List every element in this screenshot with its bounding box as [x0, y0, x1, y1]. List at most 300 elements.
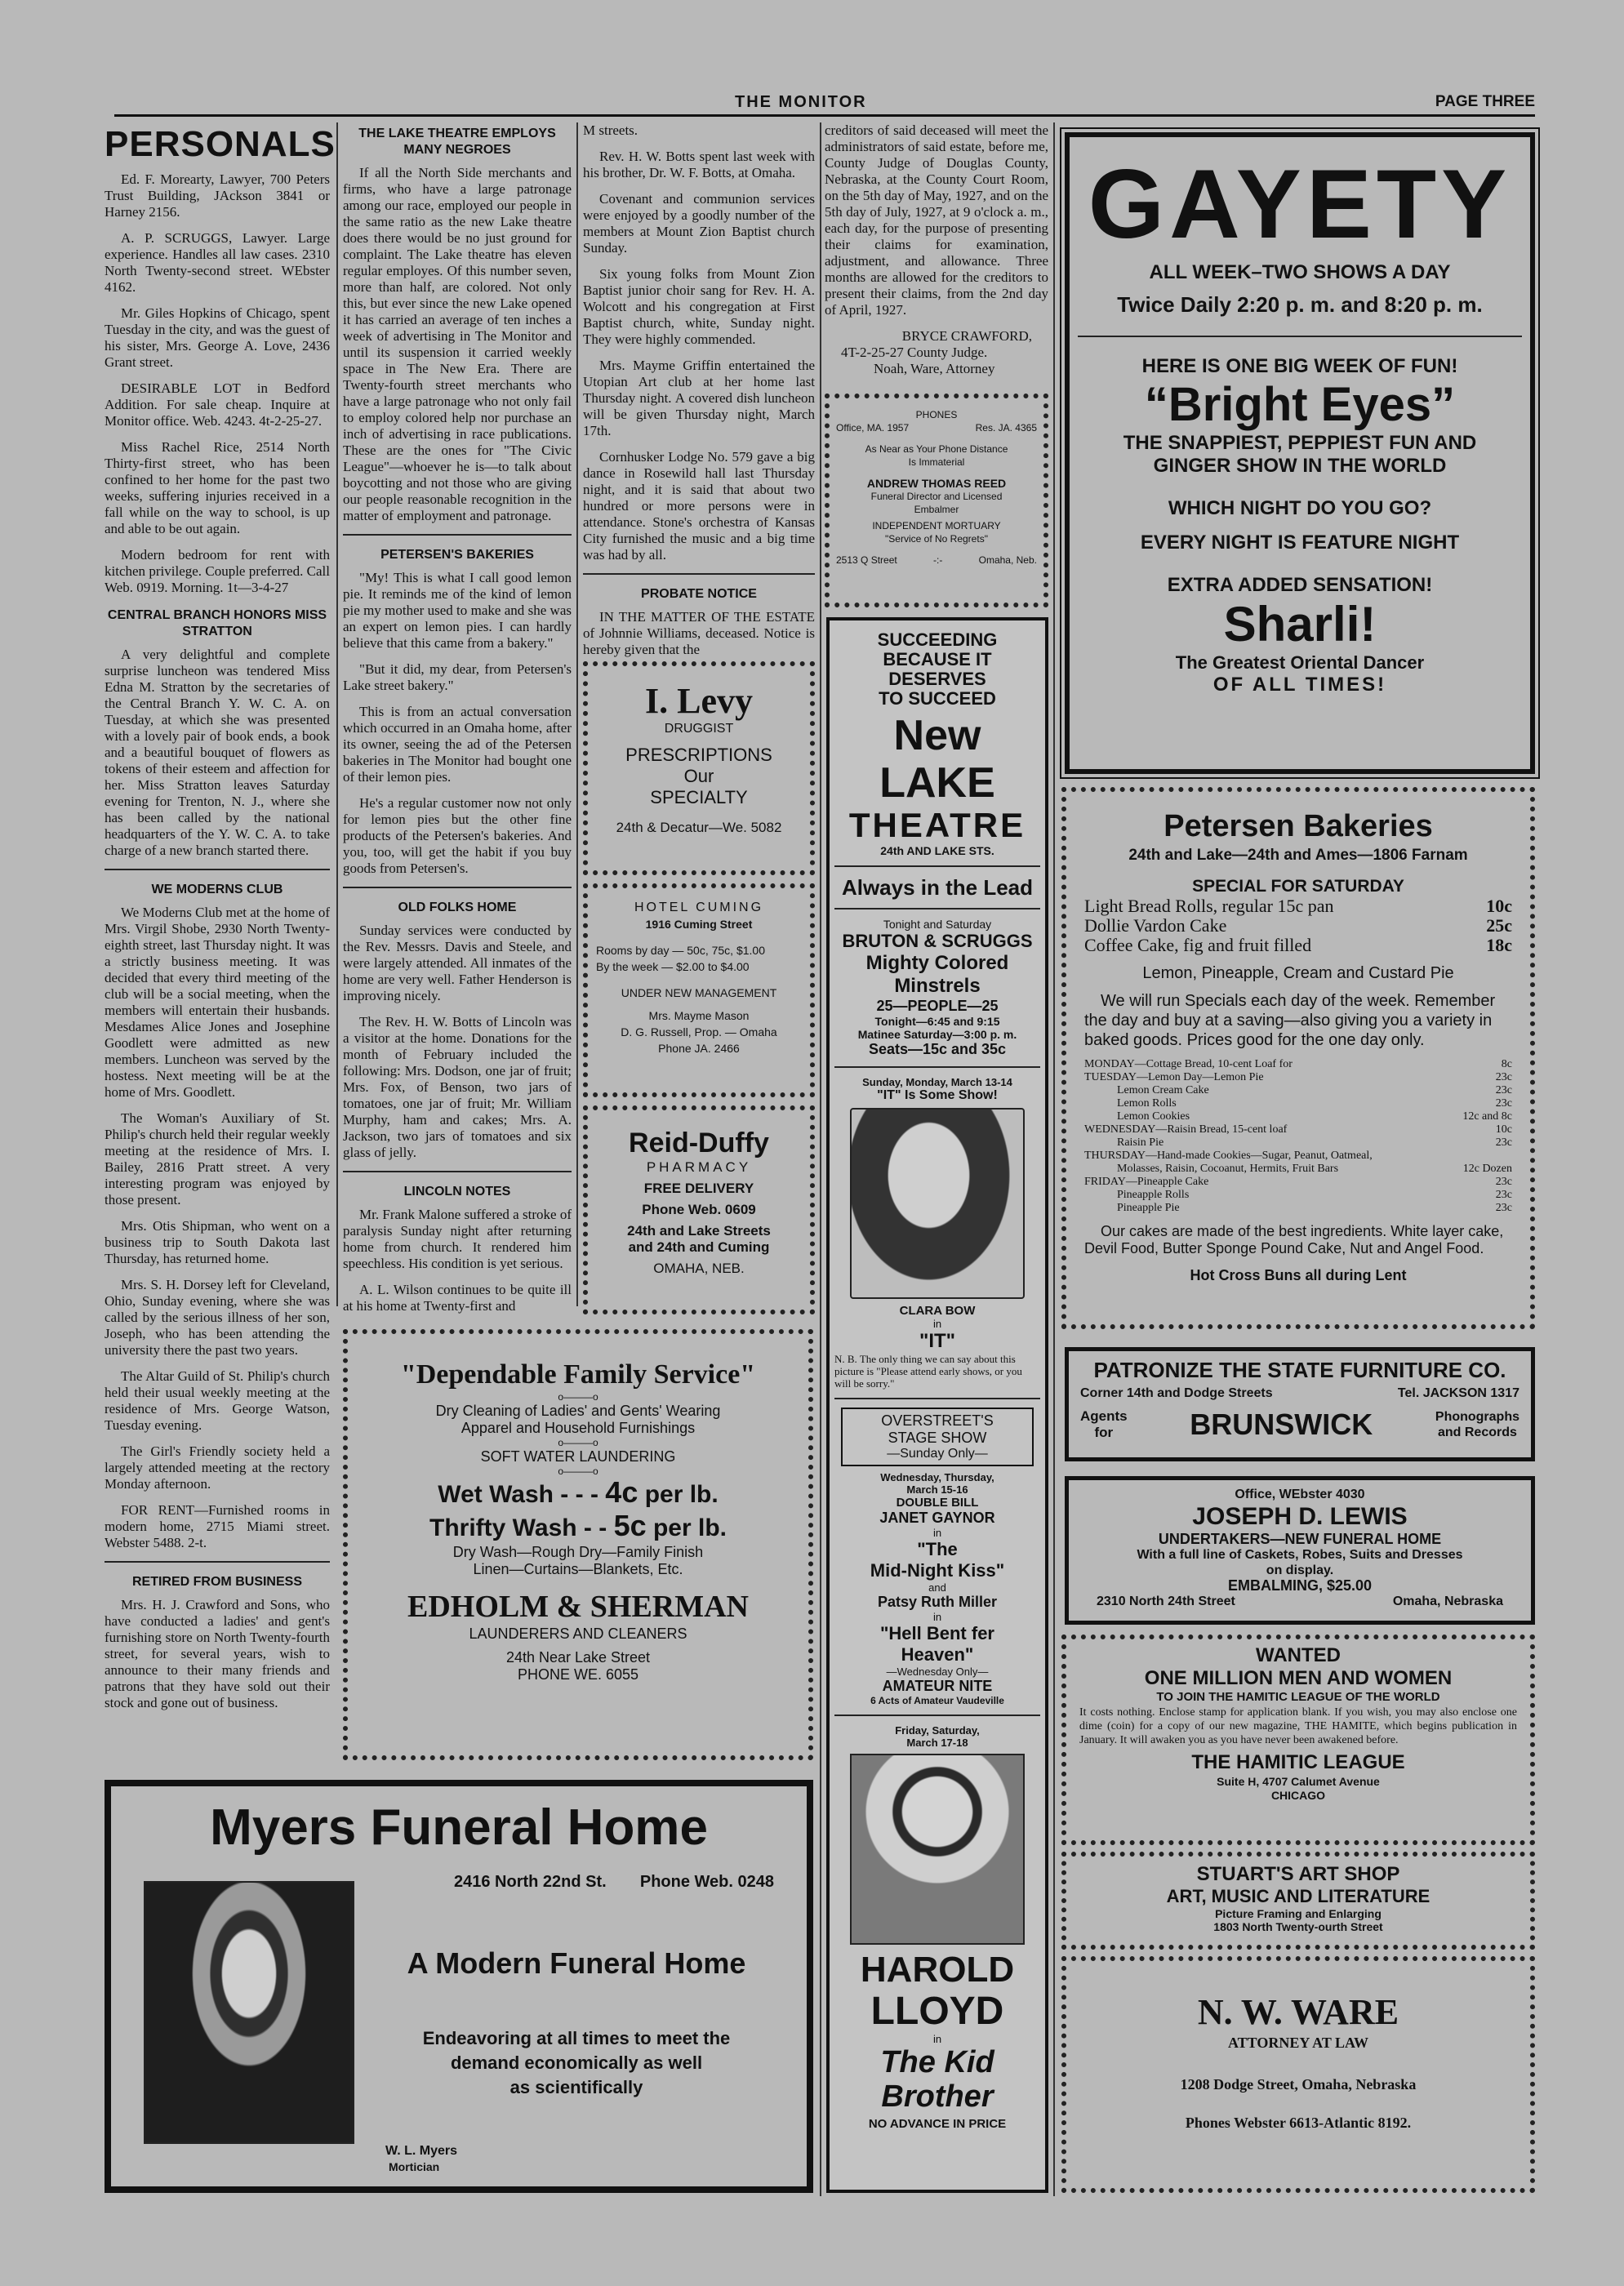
- day-price: 12c Dozen: [1462, 1163, 1512, 1175]
- article-body: This is from an actual conversation which occurred in an Omaha home, after its owner, seeing the ad of the Petersen bakeries in The Monitor had bought one of their lemon pies.: [343, 704, 572, 785]
- lewis-line: With a full line of Caskets, Robes, Suits and Dresses: [1137, 1548, 1463, 1562]
- reed-note: Is Immaterial: [908, 456, 965, 468]
- gayety-star: Sharli!: [1223, 597, 1377, 652]
- reed-mortuary-ad: [825, 394, 1048, 607]
- day-special: [1084, 1189, 1512, 1202]
- levy-name: I. Levy: [645, 681, 753, 721]
- article-body: creditors of said deceased will meet the administrators of said estate, before me, County Judge of Douglas County, Nebraska, at the County Court Room, on the 5th day of May, 1927, and on the 5th day of July, 1927, at 9 o'clock a. m., each day, for the purpose of presenting their claims for examination, adjustment, and allowance. Three months are allowed for the creditors to present their claims, from the 2nd day of April, 1927.: [825, 122, 1048, 318]
- reid-duffy-line: 24th and Lake Streets: [627, 1223, 771, 1239]
- reid-duffy-line: Phone Web. 0609: [642, 1202, 756, 1217]
- lake-wed: 6 Acts of Amateur Vaudeville: [870, 1695, 1004, 1706]
- lake-overstreet: —Sunday Only—: [887, 1447, 988, 1461]
- reed-res-phone: Res. JA. 4365: [975, 422, 1037, 434]
- personal-item: The Girl's Friendly society held a largely attended meeting at the rectory Monday afternoon.: [105, 1443, 330, 1492]
- reed-address: [836, 554, 1037, 567]
- gayety-line: HERE IS ONE BIG WEEK OF FUN!: [1141, 355, 1458, 377]
- lake-lloyd: LLOYD: [870, 1990, 1004, 2033]
- petersen-special: SPECIAL FOR SATURDAY: [1192, 877, 1404, 896]
- ware-attorney-ad: [1061, 1956, 1535, 2193]
- myers-line: as scientifically: [509, 2077, 643, 2097]
- gayety-line: THE SNAPPIEST, PEPPIEST FUN AND: [1123, 432, 1477, 454]
- gayety-line: The Greatest Oriental Dancer: [1175, 652, 1425, 673]
- masthead: [114, 91, 1535, 116]
- furniture-agents: [1080, 1408, 1128, 1441]
- day-special: [1084, 1123, 1512, 1136]
- article-body: Six young folks from Mount Zion Baptist junior choir sang for Rev. H. A. Wolcott and his congregation at First Baptist church, white, Sunday night. They were highly commended.: [583, 266, 815, 347]
- hamitic-city: CHICAGO: [1270, 1789, 1326, 1802]
- myers-address: 2416 North 22nd St.: [454, 1873, 607, 1891]
- masthead-rule: [114, 114, 1535, 117]
- hamitic-address: Suite H, 4707 Calumet Avenue: [1217, 1775, 1380, 1788]
- edholm-thrifty-wash: [359, 1510, 797, 1544]
- item-name: Light Bread Rolls, regular 15c pan: [1084, 896, 1334, 916]
- lake-wed: March 15-16: [906, 1483, 968, 1496]
- day-special: [1084, 1071, 1512, 1084]
- lewis-address: [1080, 1594, 1519, 1609]
- ware-name: N. W. WARE: [1197, 1992, 1399, 2032]
- gayety-show: “Bright Eyes”: [1144, 378, 1456, 431]
- edholm-sub: LAUNDERERS AND CLEANERS: [469, 1626, 687, 1642]
- day-item: Lemon Cream Cake: [1117, 1084, 1209, 1096]
- lewis-line: UNDERTAKERS—NEW FUNERAL HOME: [1158, 1531, 1442, 1547]
- furniture-products: [1435, 1409, 1519, 1440]
- article-body: He's a regular customer now not only for lemon pies but the other fine products of the Petersen's bakeries. And you, too, will get the habit if you buy goods from Petersen's.: [343, 795, 572, 876]
- lake-tagline: DESERVES: [888, 669, 986, 689]
- furniture-contact: [1080, 1386, 1519, 1401]
- divider: [343, 534, 572, 536]
- gayety-name: GAYETY: [1088, 149, 1512, 259]
- myers-phone: Phone Web. 0248: [639, 1873, 774, 1891]
- lake-show: Tonight and Saturday: [883, 918, 992, 931]
- article-body: Mrs. Mayme Griffin entertained the Utopian Art club at her home last Thursday night. A covered dish luncheon will be given Thursday night, March 17th.: [583, 358, 815, 438]
- day-price: 23c: [1495, 1176, 1512, 1188]
- levy-line: DRUGGIST: [664, 722, 734, 736]
- day-special: [1084, 1058, 1512, 1071]
- edholm-name: EDHOLM & SHERMAN: [407, 1590, 749, 1624]
- gayety-line: WHICH NIGHT DO YOU GO?: [1168, 497, 1432, 519]
- records-label: and Records: [1437, 1425, 1517, 1439]
- levy-address: 24th & Decatur—We. 5082: [616, 820, 782, 835]
- lake-film-date: Sunday, Monday, March 13-14: [862, 1076, 1012, 1088]
- day-price: 23c: [1495, 1084, 1512, 1096]
- article-body: A. L. Wilson continues to be quite ill at his home at Twenty-first and: [343, 1282, 572, 1314]
- edholm-phone: PHONE WE. 6055: [517, 1666, 639, 1683]
- article-body: The Rev. H. W. Botts of Lincoln was a visitor at the home. Donations for the month of February included the following: Mrs. Dodson, one jar of fruit; Mrs. Fox, of Benson, two jars of tomatoes, one jar of fruit; Mr. William Murphy, ham and cakes; Mrs. A. Jackson, two jars of tomatoes and six glass of jelly.: [343, 1014, 572, 1160]
- ware-address: 1208 Dodge Street, Omaha, Nebraska: [1180, 2076, 1417, 2093]
- lake-show: Matinee Saturday—3:00 p. m.: [857, 1028, 1017, 1041]
- lake-lloyd: Brother: [881, 2079, 994, 2114]
- edholm-per: per lb.: [644, 1481, 719, 1508]
- day-item: Pineapple Rolls: [1117, 1189, 1190, 1201]
- reed-line: Funeral Director and Licensed: [870, 491, 1003, 502]
- item-name: Dollie Vardon Cake: [1084, 915, 1227, 936]
- reid-duffy-line: FREE DELIVERY: [643, 1181, 754, 1196]
- column-rule: [820, 122, 821, 2196]
- reed-sep: -:-: [933, 554, 943, 566]
- harold-lloyd-illustration: [850, 1754, 1025, 1945]
- reid-duffy-line: OMAHA, NEB.: [653, 1261, 745, 1276]
- personal-item: Ed. F. Morearty, Lawyer, 700 Peters Trust Building, JAckson 3841 or Harney 2156.: [105, 171, 330, 220]
- news-column-4: [825, 122, 1048, 377]
- ware-phones: Phones Webster 6613-Atlantic 8192.: [1185, 2115, 1412, 2131]
- lake-fri: March 17-18: [906, 1737, 968, 1749]
- lake-show: BRUTON & SCRUGGS: [842, 931, 1033, 951]
- lake-lloyd: in: [932, 2033, 942, 2045]
- divider: [834, 1066, 1040, 1068]
- reed-line: Embalmer: [914, 504, 959, 515]
- for-label: for: [1094, 1425, 1114, 1440]
- article-heading: LINCOLN NOTES: [403, 1185, 511, 1199]
- page-number: PAGE THREE: [1435, 93, 1535, 110]
- day-special: [1084, 1176, 1512, 1189]
- furniture-brand-row: [1080, 1408, 1519, 1442]
- day-price: 8c: [1501, 1058, 1512, 1070]
- hotel-address: 1916 Cuming Street: [645, 918, 753, 931]
- lake-wed: Wednesday, Thursday,: [880, 1471, 994, 1483]
- myers-signature: W. L. Myers: [385, 2144, 458, 2158]
- petersen-ad: [1061, 787, 1535, 1329]
- lake-show: 25—PEOPLE—25: [876, 998, 999, 1014]
- divider: [834, 1398, 1040, 1399]
- levy-line: Our: [683, 766, 714, 786]
- hamitic-wanted: WANTED: [1256, 1644, 1341, 1666]
- lewis-city: Omaha, Nebraska: [1392, 1594, 1503, 1608]
- article-body: Rev. H. W. Botts spent last week with his brother, Dr. W. F. Botts, at Omaha.: [583, 149, 815, 180]
- news-column-3: [583, 122, 815, 668]
- day-special: [1084, 1097, 1512, 1110]
- day-special: [1084, 1150, 1512, 1163]
- petersen-promo: We will run Specials each day of the week. Remember the day and buy at a saving—also giving you a variety in baked goods. Prices good for the one day only.: [1084, 992, 1496, 1049]
- lewis-office: Office, WEbster 4030: [1235, 1488, 1365, 1501]
- article-body: "My! This is what I call good lemon pie. It reminds me of the kind of lemon pie my mother used to make and she was an expert on lemon pies. I can hardly believe that this came from a bakery.": [343, 570, 572, 651]
- day-price: 23c: [1495, 1071, 1512, 1083]
- hotel-cuming-ad: [583, 883, 815, 1097]
- divider: [343, 1171, 572, 1172]
- item-name: Coffee Cake, fig and fruit filled: [1084, 935, 1312, 955]
- hotel-rate: Rooms by day — 50c, 75c, $1.00: [596, 944, 765, 957]
- day-special: [1084, 1110, 1512, 1123]
- lewis-line: EMBALMING, $25.00: [1227, 1577, 1373, 1594]
- reed-street: 2513 Q Street: [836, 554, 897, 566]
- column-rule: [1053, 122, 1055, 2196]
- day-special: [1084, 1163, 1512, 1176]
- edholm-address: 24th Near Lake Street: [505, 1649, 651, 1666]
- personal-item: Modern bedroom for rent with kitchen privilege. Couple preferred. Call Web. 0919. Morning. 1t—3-4-27: [105, 547, 330, 595]
- hamitic-name: THE HAMITIC LEAGUE: [1191, 1751, 1405, 1773]
- personals-title: PERSONALS: [105, 124, 336, 164]
- lake-wed: Heaven": [901, 1644, 974, 1665]
- day-item: TUESDAY—Lemon Day—Lemon Pie: [1084, 1071, 1264, 1083]
- edholm-sherman-ad: [343, 1329, 813, 1760]
- stuart-art-shop-ad: [1061, 1852, 1535, 1950]
- lake-show: Minstrels: [894, 975, 981, 997]
- article-heading: PROBATE NOTICE: [641, 587, 757, 601]
- myers-tag: A Modern Funeral Home: [407, 1946, 746, 1980]
- lake-wed: in: [932, 1611, 942, 1623]
- myers-funeral-ad: [105, 1780, 813, 2193]
- reid-duffy-line: and 24th and Cuming: [628, 1239, 770, 1255]
- day-special: [1084, 1084, 1512, 1097]
- lake-wed: —Wednesday Only—: [886, 1666, 989, 1678]
- furniture-brand: BRUNSWICK: [1190, 1408, 1373, 1441]
- article-body: M streets.: [583, 122, 638, 138]
- day-price: 23c: [1495, 1097, 1512, 1110]
- lewis-name: JOSEPH D. LEWIS: [1192, 1503, 1408, 1530]
- stuart-line: Picture Framing and Enlarging: [1215, 1907, 1382, 1920]
- lake-wed: "Hell Bent fer: [879, 1623, 994, 1643]
- edholm-line: Apparel and Household Furnishings: [461, 1420, 696, 1436]
- myers-portrait: [144, 1881, 354, 2144]
- article-body: Mrs. H. J. Crawford and Sons, who have conducted a ladies' and gent's furnishing store on North Twenty-fourth street, for several years, wish to announce to their many friends and patrons that they have sold out their stock and gone out of business.: [105, 1597, 330, 1710]
- levy-ad: [583, 661, 815, 875]
- personal-item: DESIRABLE LOT in Bedford Addition. For sale cheap. Inquire at Monitor office. Web. 4243. 4t-2-25-27.: [105, 380, 330, 429]
- lake-film-in: in: [932, 1318, 942, 1330]
- stuart-line: ART, MUSIC AND LITERATURE: [1166, 1886, 1430, 1906]
- lake-overstreet: STAGE SHOW: [888, 1430, 987, 1446]
- day-special: [1084, 1202, 1512, 1215]
- petersen-item: [1084, 936, 1512, 955]
- gayety-line: OF ALL TIMES!: [1212, 674, 1387, 696]
- ware-title: ATTORNEY AT LAW: [1227, 2035, 1369, 2051]
- hamitic-line: TO JOIN THE HAMITIC LEAGUE OF THE WORLD: [1156, 1690, 1440, 1704]
- myers-line: demand economically as well: [450, 2053, 703, 2073]
- divider: [834, 865, 1040, 867]
- edholm-ornament: o———o: [558, 1465, 598, 1477]
- petersen-item: [1084, 896, 1512, 916]
- lake-address: 24th AND LAKE STS.: [880, 844, 994, 857]
- reed-line: "Service of No Regrets": [885, 533, 988, 545]
- article-body: A very delightful and complete surprise luncheon was tendered Miss Edna M. Stratton by the secretaries of the Central Branch Y. W. C. A. on Tuesday, at which she was presented with a lovely pair of book ends, a book and a beautiful bouquet of flowers as tokens of their esteem and affection for her. Miss Stratton leaves Saturday evening for Trenton, N. J., where she has been called by the national headquarters of the Y. W. C. A. to take charge of a new branch started there.: [105, 647, 330, 858]
- signature: 4T-2-25-27 County Judge.: [841, 345, 988, 360]
- edholm-wet-label: Wet Wash - - -: [438, 1481, 598, 1508]
- levy-line: SPECIALTY: [650, 787, 748, 807]
- overstreet-box: [841, 1408, 1034, 1466]
- signature: BRYCE CRAWFORD,: [901, 328, 1032, 344]
- reid-duffy-name: Reid-Duffy: [629, 1127, 769, 1159]
- levy-line: PRESCRIPTIONS: [625, 745, 772, 765]
- item-price: 25c: [1486, 915, 1512, 936]
- edholm-thrifty-label: Thrifty Wash - -: [429, 1514, 607, 1541]
- petersen-item: [1084, 916, 1512, 936]
- article-body: Covenant and communion services were enjoyed by a goodly number of the members at Mount Zion Baptist church Sunday.: [583, 191, 815, 256]
- petersen-pies: Lemon, Pineapple, Cream and Custard Pie: [1142, 964, 1454, 982]
- reed-name: ANDREW THOMAS REED: [866, 477, 1007, 490]
- lake-theatre-name: THEATRE: [848, 806, 1026, 844]
- stuart-address: 1803 North Twenty-ourth Street: [1213, 1920, 1383, 1933]
- day-price: 23c: [1495, 1202, 1512, 1214]
- lake-film-note: N. B. The only thing we can say about this picture is "Please attend early shows, or you will be sorry.": [834, 1353, 1022, 1390]
- reid-duffy-line: PHARMACY: [646, 1159, 752, 1175]
- lake-tagline: TO SUCCEED: [879, 688, 996, 709]
- edholm-ornament: o———o: [558, 1391, 598, 1403]
- edholm-line: Linen—Curtains—Blankets, Etc.: [473, 1561, 683, 1577]
- petersen-locations: 24th and Lake—24th and Ames—1806 Farnam: [1128, 847, 1468, 864]
- stuart-name: STUART'S ART SHOP: [1196, 1863, 1400, 1885]
- day-item: FRIDAY—Pineapple Cake: [1084, 1176, 1209, 1188]
- lake-show: Seats—15c and 35c: [868, 1041, 1007, 1057]
- agents-label: Agents: [1080, 1408, 1128, 1424]
- column-rule: [336, 122, 338, 1306]
- article-heading: OLD FOLKS HOME: [398, 901, 517, 914]
- article-heading: THE LAKE THEATRE EMPLOYS MANY NEGROES: [358, 127, 556, 157]
- lake-wed: and: [928, 1581, 946, 1594]
- personal-item: Mr. Giles Hopkins of Chicago, spent Tuesday in the city, and was the guest of his sister, Mrs. George A. Love, 2436 Grant street.: [105, 305, 330, 370]
- hamitic-line: ONE MILLION MEN AND WOMEN: [1144, 1667, 1453, 1689]
- furniture-headline: PATRONIZE THE STATE FURNITURE CO.: [1093, 1358, 1506, 1382]
- day-item: THURSDAY—Hand-made Cookies—Sugar, Peanut, Oatmeal,: [1084, 1150, 1373, 1162]
- day-item: Lemon Rolls: [1117, 1097, 1177, 1110]
- day-special: [1084, 1136, 1512, 1150]
- edholm-line: Dry Wash—Rough Dry—Family Finish: [452, 1544, 704, 1560]
- petersen-name: Petersen Bakeries: [1163, 809, 1433, 843]
- lake-film-tag: "IT" Is Some Show!: [877, 1088, 998, 1102]
- edholm-line: SOFT WATER LAUNDERING: [480, 1448, 676, 1465]
- lake-tagline: SUCCEEDING: [877, 629, 998, 650]
- edholm-thrifty-price: 5c: [613, 1509, 647, 1542]
- signature: Noah, Ware, Attorney: [874, 361, 995, 376]
- divider: [105, 1561, 330, 1563]
- gayety-line: EXTRA ADDED SENSATION!: [1167, 574, 1433, 596]
- reed-note: As Near as Your Phone Distance: [865, 443, 1008, 455]
- article-body: Cornhusker Lodge No. 579 gave a big dance in Rosewild hall last Thursday night, and it is said that about two hundred or more persons were in attendance. Stone's orchestra of Kansas City furnished the music and a big time was had by all.: [583, 449, 815, 563]
- column-rule: [576, 122, 578, 1306]
- divider: [583, 573, 815, 575]
- divider: [1078, 336, 1522, 337]
- hotel-management: UNDER NEW MANAGEMENT: [621, 986, 777, 999]
- lake-lloyd: The Kid: [880, 2045, 994, 2079]
- lewis-street: 2310 North 24th Street: [1097, 1594, 1235, 1608]
- myers-signature-title: Mortician: [389, 2160, 440, 2173]
- item-price: 10c: [1486, 896, 1512, 916]
- lake-show: Tonight—6:45 and 9:15: [874, 1015, 1000, 1028]
- article-body: "But it did, my dear, from Petersen's Lake street bakery.": [343, 661, 572, 693]
- clara-bow-illustration: [850, 1108, 1025, 1299]
- hotel-rate: By the week — $2.00 to $4.00: [596, 960, 750, 973]
- lake-film-title: "IT": [919, 1330, 956, 1352]
- edholm-title: "Dependable Family Service": [400, 1359, 756, 1390]
- lake-tagline: BECAUSE IT: [883, 649, 992, 669]
- edholm-per: per lb.: [652, 1514, 727, 1541]
- hamitic-league-ad: [1061, 1634, 1535, 1845]
- new-lake-theatre-ad: [826, 617, 1048, 2193]
- reed-phones: PHONES: [915, 409, 958, 420]
- edholm-wet-wash: [359, 1477, 797, 1510]
- hotel-manager: Mrs. Mayme Mason: [648, 1009, 750, 1022]
- lake-lloyd: HAROLD: [860, 1950, 1015, 1990]
- day-item: Pineapple Pie: [1117, 1202, 1180, 1214]
- gayety-line: ALL WEEK–TWO SHOWS A DAY: [1149, 261, 1451, 283]
- gayety-ad: [1065, 132, 1535, 774]
- day-item: WEDNESDAY—Raisin Bread, 15-cent loaf: [1084, 1123, 1288, 1136]
- article-body: IN THE MATTER OF THE ESTATE of Johnnie Williams, deceased. Notice is hereby given that the: [583, 609, 815, 657]
- reed-line: INDEPENDENT MORTUARY: [872, 520, 1001, 531]
- day-item: Lemon Cookies: [1117, 1110, 1190, 1123]
- lake-wed: Mid-Night Kiss": [870, 1560, 1005, 1581]
- myers-title: Myers Funeral Home: [210, 1799, 708, 1856]
- divider: [834, 908, 1040, 910]
- lake-show: Mighty Colored: [865, 952, 1009, 974]
- lake-wed: Patsy Ruth Miller: [877, 1594, 998, 1610]
- day-price: 23c: [1495, 1136, 1512, 1149]
- gayety-line: GINGER SHOW IN THE WORLD: [1153, 455, 1447, 477]
- article-heading: WE MODERNS CLUB: [151, 883, 283, 896]
- lake-wed: DOUBLE BILL: [896, 1496, 979, 1510]
- reed-phone-row: [836, 421, 1037, 434]
- lake-film-star: CLARA BOW: [899, 1304, 976, 1318]
- lake-wed: "The: [917, 1539, 958, 1559]
- reid-duffy-ad: [583, 1105, 815, 1314]
- article-heading: CENTRAL BRANCH HONORS MISS STRATTON: [107, 608, 327, 638]
- hamitic-body: It costs nothing. Enclose stamp for application blank. If you wish, you may also enclose one dime (coin) for a copy of our new magazine, THE HAMITE, which begins publication in January. It will awaken you as you have never been awakened before.: [1079, 1706, 1517, 1746]
- day-item: Molasses, Raisin, Cocoanut, Hermits, Fruit Bars: [1117, 1163, 1339, 1175]
- edholm-ornament: o———o: [558, 1437, 598, 1448]
- furniture-address: Corner 14th and Dodge Streets: [1080, 1386, 1273, 1400]
- petersen-hot-cross: Hot Cross Buns all during Lent: [1190, 1267, 1407, 1283]
- article-heading: PETERSEN'S BAKERIES: [380, 548, 534, 562]
- lake-lead: Always in the Lead: [841, 875, 1034, 900]
- gayety-line: EVERY NIGHT IS FEATURE NIGHT: [1140, 531, 1460, 554]
- day-item: Raisin Pie: [1117, 1136, 1164, 1149]
- reed-city: Omaha, Neb.: [978, 554, 1037, 566]
- edholm-wet-price: 4c: [605, 1475, 638, 1509]
- divider: [834, 1714, 1040, 1716]
- personal-item: Miss Rachel Rice, 2514 North Thirty-first street, who has been confined to her home for the past two weeks, suffering injuries received in a fall while on the way to school, is up and able to be out again.: [105, 439, 330, 536]
- reed-office-phone: Office, MA. 1957: [836, 422, 910, 434]
- personal-item: The Woman's Auxiliary of St. Philip's church held their regular weekly meeting at the residence of Mrs. I. Bailey, 2816 Pratt street. A very interesting program was enjoyed by those present.: [105, 1110, 330, 1207]
- article-body: Sunday services were conducted by the Rev. Messrs. Davis and Steele, and were largely attended. All inmates of the home are very well. Father Henderson is improving nicely.: [343, 923, 572, 1003]
- personal-item: A. P. SCRUGGS, Lawyer. Large experience. Handles all law cases. 2310 North Twenty-second street. WEbster 4162.: [105, 230, 330, 295]
- hotel-phone: Phone JA. 2466: [658, 1042, 740, 1055]
- masthead-title: THE MONITOR: [735, 93, 867, 111]
- article-body: If all the North Side merchants and firms, who have a large patronage among our race, employed our people in the same ratio as the new Lake theatre does there would be no just ground for complaint. The Lake theatre has eleven regular employes. Of this number seven, more than half, are colored. Not only this, but ever since the new Lake opened it has carried an average of ten inches a week of advertising in The Monitor and until its suspension it carried weekly space in The New Era. There are Twenty-fourth street merchants who have a large patronage who not only fail to employ colored help nor purchase an inch of advertising in race publications. These are the ones for "The Civic League"—whoever he is—to talk about boycotting and not those who are giving our people reasonable recognition in the matter of employment and patronage.: [343, 165, 572, 523]
- lake-fri: Friday, Saturday,: [895, 1724, 980, 1737]
- personal-item: Mrs. Otis Shipman, who went on a business trip to South Dakota last Thursday, has returned home.: [105, 1218, 330, 1266]
- day-price: 12c and 8c: [1462, 1110, 1512, 1123]
- lake-wed: in: [932, 1527, 942, 1539]
- personal-item: Mrs. S. H. Dorsey left for Cleveland, Ohio, Sunday evening, where she was called by the serious illness of her son, Joseph, who has been attending the university there the past two years.: [105, 1277, 330, 1358]
- hotel-name: HOTEL CUMING: [634, 901, 764, 914]
- edholm-line: Dry Cleaning of Ladies' and Gents' Wearing: [435, 1403, 721, 1419]
- day-price: 23c: [1495, 1189, 1512, 1201]
- day-item: MONDAY—Cottage Bread, 10-cent Loaf for: [1084, 1058, 1293, 1070]
- lewis-line: on display.: [1266, 1563, 1334, 1577]
- petersen-closing: Our cakes are made of the best ingredients. White layer cake, Devil Food, Butter Sponge Pound Cake, Nut and Angel Food.: [1084, 1223, 1504, 1256]
- petersen-daily: [1084, 1058, 1512, 1215]
- myers-line: Endeavoring at all times to meet the: [422, 2028, 731, 2048]
- lake-wed: AMATEUR NITE: [882, 1678, 993, 1694]
- divider: [343, 887, 572, 888]
- furniture-phone: Tel. JACKSON 1317: [1397, 1386, 1519, 1400]
- article-body: Mr. Frank Malone suffered a stroke of paralysis Sunday night after returning home from church. It rendered him speechless. His condition is yet serious.: [343, 1207, 572, 1271]
- lake-wed: JANET GAYNOR: [879, 1510, 995, 1526]
- hotel-proprietor: D. G. Russell, Prop. — Omaha: [621, 1025, 777, 1038]
- article-heading: RETIRED FROM BUSINESS: [131, 1575, 302, 1589]
- lake-overstreet: OVERSTREET'S: [881, 1412, 994, 1429]
- personal-item: FOR RENT—Furnished rooms in modern home, 2715 Miami street. Webster 5488. 2-t.: [105, 1502, 330, 1550]
- lake-theatre-name: New LAKE: [879, 712, 995, 807]
- lewis-undertaker-ad: [1065, 1476, 1535, 1625]
- lake-lloyd: NO ADVANCE IN PRICE: [868, 2117, 1007, 2131]
- gayety-times: Twice Daily 2:20 p. m. and 8:20 p. m.: [1117, 292, 1483, 317]
- divider: [105, 869, 330, 870]
- article-body: We Moderns Club met at the home of Mrs. Virgil Shobe, 2930 North Twenty-eighth street, last Thursday night. It was a strictly business meeting. It was decided that every third meeting of the club will be a social meeting, when the members will entertain their husbands. Mesdames Alice Jones and Josephine Goodlett were admitted as new members. Luncheon was served by the hostess. Next meeting will be at the home of Mrs. Goodlett.: [105, 905, 330, 1100]
- state-furniture-ad: [1065, 1347, 1535, 1461]
- personals-column: [105, 122, 336, 1721]
- item-price: 18c: [1486, 935, 1512, 955]
- personal-item: The Altar Guild of St. Philip's church held their usual weekly meeting at the residence of Mrs. George Watson, Tuesday evening.: [105, 1368, 330, 1433]
- day-price: 10c: [1495, 1123, 1512, 1136]
- phonographs-label: Phonographs: [1435, 1410, 1519, 1424]
